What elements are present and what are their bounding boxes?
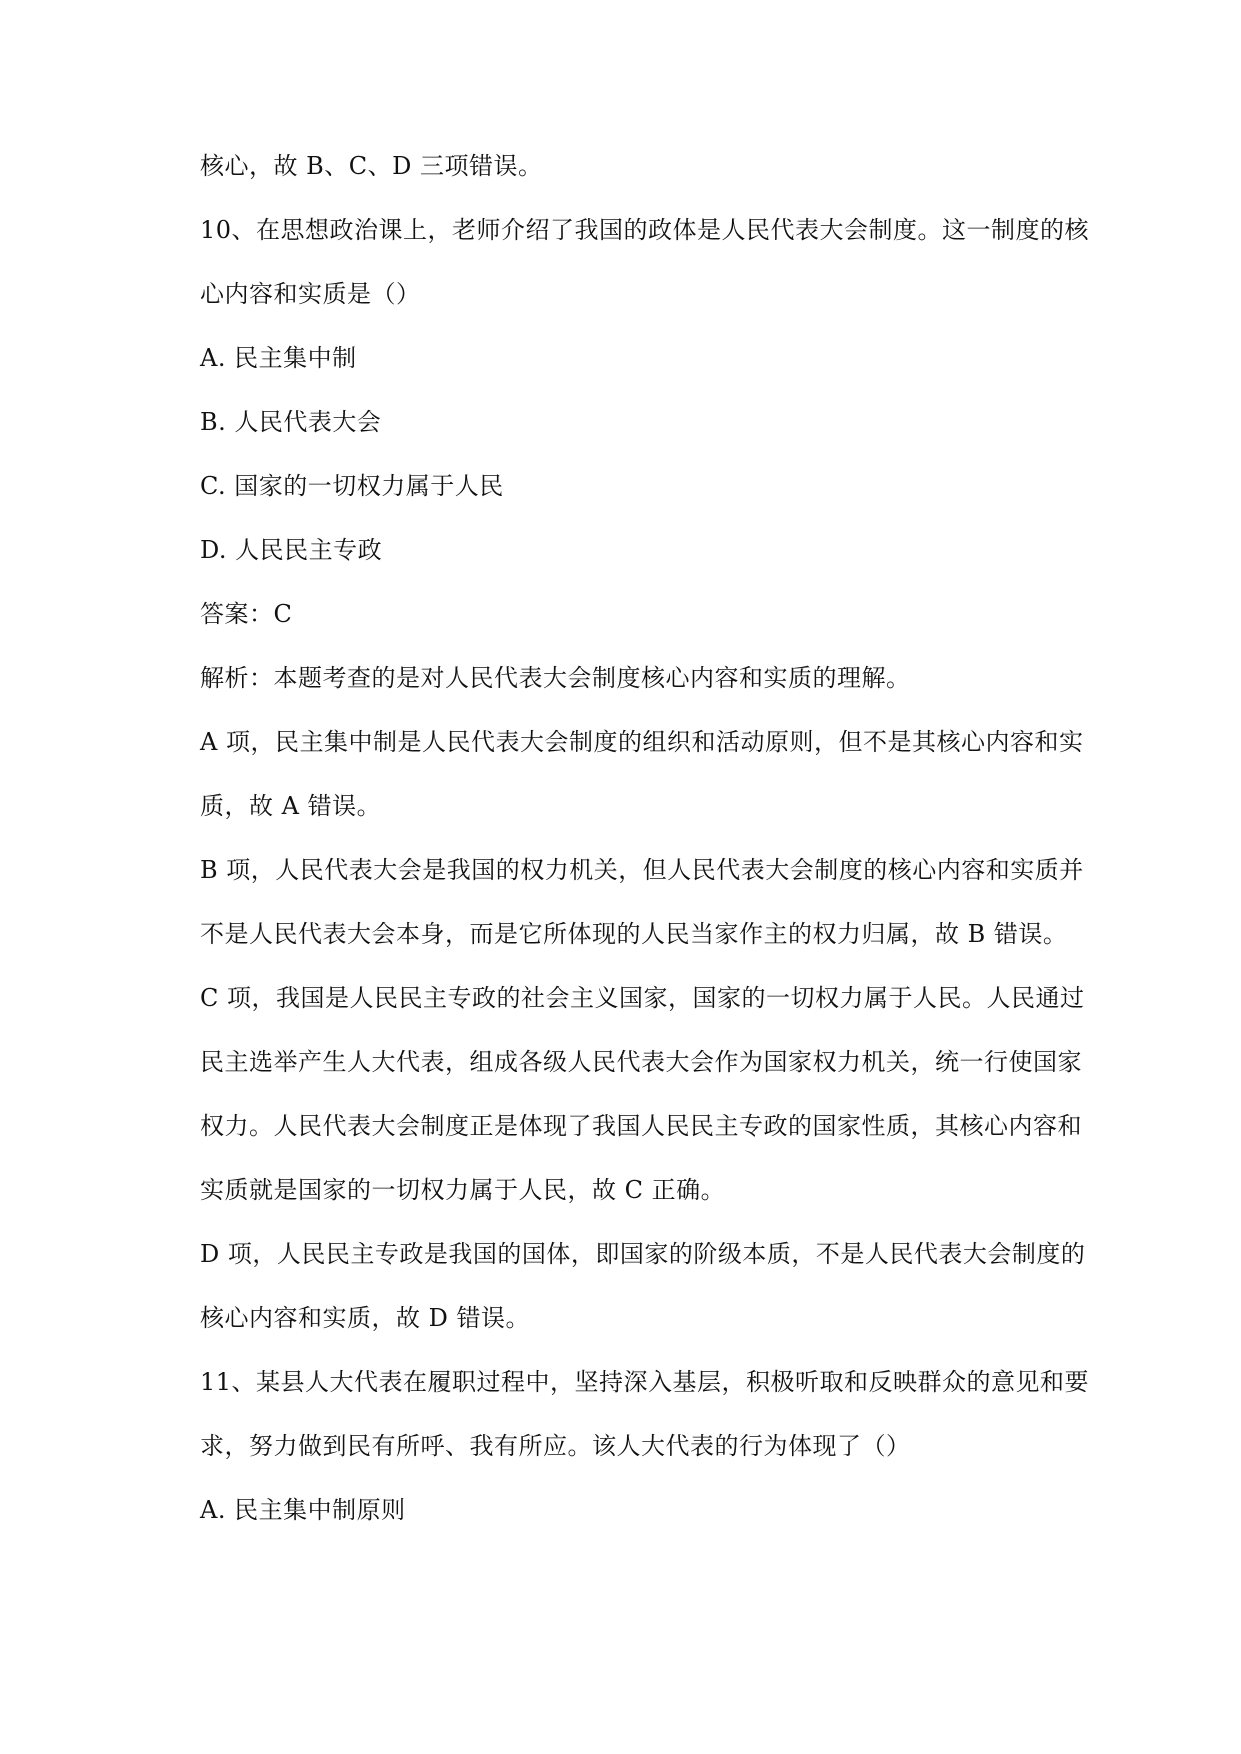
analysis-item-c-line-1: C 项，我国是人民民主专政的社会主义国家，国家的一切权力属于人民。人民通过 <box>200 984 1085 1012</box>
analysis-item-c-line-4: 实质就是国家的一切权力属于人民，故 C 正确。 <box>200 1176 726 1204</box>
question-10-option-a: A. 民主集中制 <box>200 344 357 372</box>
question-10-answer: 答案：C <box>200 600 293 628</box>
answer-continuation-line: 核心，故 B、C、D 三项错误。 <box>200 152 543 180</box>
question-10-option-d: D. 人民民主专政 <box>200 536 383 564</box>
analysis-item-a-line-1: A 项，民主集中制是人民代表大会制度的组织和活动原则，但不是其核心内容和实 <box>200 728 1084 756</box>
question-10-option-b: B. 人民代表大会 <box>200 408 382 436</box>
analysis-item-c-line-2: 民主选举产生人大代表，组成各级人民代表大会作为国家权力机关，统一行使国家 <box>200 1048 1082 1076</box>
question-10-option-c: C. 国家的一切权力属于人民 <box>200 472 504 500</box>
question-10-stem-line-1: 10、在思想政治课上，老师介绍了我国的政体是人民代表大会制度。这一制度的核 <box>200 216 1090 244</box>
analysis-item-c-line-3: 权力。人民代表大会制度正是体现了我国人民民主专政的国家性质，其核心内容和 <box>200 1112 1082 1140</box>
analysis-item-b-line-1: B 项，人民代表大会是我国的权力机关，但人民代表大会制度的核心内容和实质并 <box>200 856 1084 884</box>
question-10-analysis-intro: 解析：本题考查的是对人民代表大会制度核心内容和实质的理解。 <box>200 664 911 692</box>
analysis-item-a-line-2: 质，故 A 错误。 <box>200 792 382 820</box>
question-11-option-a: A. 民主集中制原则 <box>200 1496 406 1524</box>
analysis-item-b-line-2: 不是人民代表大会本身，而是它所体现的人民当家作主的权力归属，故 B 错误。 <box>200 920 1068 948</box>
question-10-stem-line-2: 心内容和实质是（） <box>200 280 421 308</box>
question-11-stem-line-1: 11、某县人大代表在履职过程中，坚持深入基层，积极听取和反映群众的意见和要 <box>200 1368 1090 1396</box>
analysis-item-d-line-2: 核心内容和实质，故 D 错误。 <box>200 1304 530 1332</box>
analysis-item-d-line-1: D 项，人民民主专政是我国的国体，即国家的阶级本质，不是人民代表大会制度的 <box>200 1240 1086 1268</box>
question-11-stem-line-2: 求，努力做到民有所呼、我有所应。该人大代表的行为体现了（） <box>200 1432 911 1460</box>
